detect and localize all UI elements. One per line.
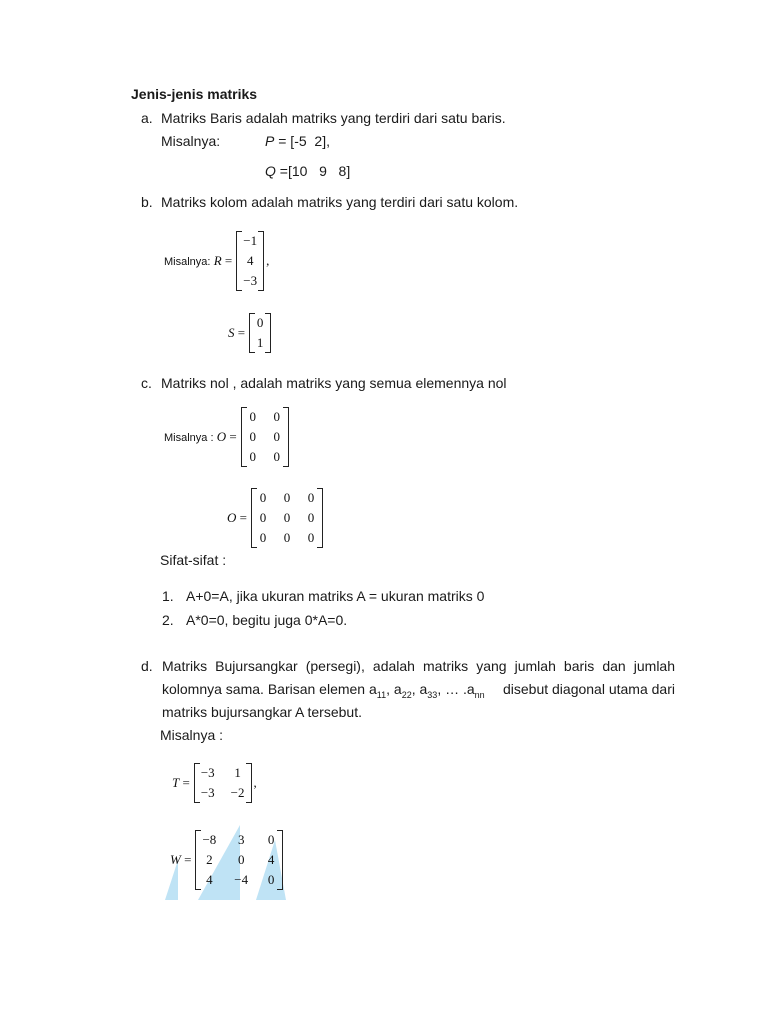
- matrix-r: Misalnya: R = −1 4 −3 ,: [164, 231, 269, 291]
- matrix-r-cell: −3: [243, 273, 258, 288]
- matrix-w-cell: 2: [206, 852, 213, 867]
- ellipsis: , … .a: [437, 681, 475, 697]
- item-d-line-2: [162, 681, 675, 700]
- matrix-w-cell: 0: [237, 852, 245, 867]
- matrix-o2-cell: 0: [283, 530, 291, 545]
- subscript-nn: nn: [474, 689, 485, 700]
- matrix-w-cell: 0: [267, 872, 275, 887]
- matrix-o2-cell: 0: [307, 490, 315, 505]
- matrix-o2-cell: 0: [307, 530, 315, 545]
- matrix-w-cell: 3: [237, 832, 245, 847]
- item-c-marker: c.: [141, 375, 152, 391]
- matrix-t-cell: −3: [200, 785, 215, 800]
- subscript-11: 11: [376, 689, 387, 700]
- matrix-o1-cell: 0: [249, 409, 257, 424]
- matrix-w-cell: −4: [234, 872, 249, 887]
- property-1-text: A+0=A, jika ukuran matriks A = ukuran matriks 0: [186, 588, 485, 604]
- matrix-t-cell: 1: [234, 765, 241, 780]
- matrix-w: W = −8 3 0 2 0 4 4 −4 0: [170, 830, 283, 890]
- matrix-o1-cell: 0: [249, 429, 257, 444]
- matrix-o2-cell: 0: [259, 530, 267, 545]
- property-2-number: 2.: [162, 612, 174, 628]
- matrix-o1-example-label: Misalnya :: [164, 432, 214, 444]
- matrix-r-cell: 4: [246, 253, 254, 268]
- item-c-text: Matriks nol , adalah matriks yang semua elemennya nol: [161, 375, 507, 391]
- matrix-o1-cell: 0: [249, 449, 257, 464]
- subscript-33: 33: [427, 689, 438, 700]
- matrix-o1-cell: 0: [273, 409, 281, 424]
- item-b-text: Matriks kolom adalah matriks yang terdiri dari satu kolom.: [161, 194, 519, 210]
- matrix-o2-cell: 0: [307, 510, 315, 525]
- item-a-text: Matriks Baris adalah matriks yang terdiri dari satu baris.: [161, 110, 506, 126]
- item-d-example-label: Misalnya :: [160, 727, 224, 743]
- item-b-marker: b.: [141, 194, 153, 210]
- matrix-o1-cell: 0: [273, 429, 281, 444]
- matrix-r-example-label: Misalnya:: [164, 256, 211, 268]
- matrix-o1-var: O: [216, 429, 227, 444]
- matrix-o2-cell: 0: [259, 490, 267, 505]
- item-d-line-1: Matriks Bujursangkar (persegi), adalah matriks yang jumlah baris dan jumlah: [162, 658, 675, 674]
- matrix-o2-cell: 0: [259, 510, 267, 525]
- matrix-t-cell: −2: [230, 785, 245, 800]
- matrix-q-expression: [265, 163, 350, 179]
- matrix-s-cell: 0: [256, 315, 264, 330]
- properties-label: Sifat-sifat :: [160, 552, 227, 568]
- matrix-r-cell: −1: [243, 233, 258, 248]
- matrix-o-3x3: O = 0 0 0 0 0 0 0 0 0: [227, 488, 323, 548]
- matrix-w-cell: −8: [202, 832, 217, 847]
- matrix-p-values: = [-5 2],: [274, 133, 330, 149]
- matrix-p-expression: [265, 133, 330, 149]
- item-d-line-3: matriks bujursangkar A tersebut.: [162, 704, 362, 720]
- separator-2: , a: [411, 681, 428, 697]
- matrix-o2-cell: 0: [283, 490, 291, 505]
- item-d-line-2-pre: kolomnya sama. Barisan elemen a: [162, 681, 377, 697]
- item-d-marker: d.: [141, 658, 153, 674]
- matrix-w-cell: 4: [206, 872, 213, 887]
- matrix-s-cell: 1: [256, 335, 264, 350]
- item-a-marker: a.: [141, 110, 153, 126]
- property-2-text: A*0=0, begitu juga 0*A=0.: [186, 612, 348, 628]
- matrix-p-var: P: [265, 133, 275, 149]
- matrix-w-cell: 4: [267, 852, 275, 867]
- matrix-s-var: S: [228, 325, 235, 340]
- matrix-o1-cell: 0: [273, 449, 281, 464]
- matrix-w-var: W: [170, 852, 181, 867]
- matrix-w-cell: 0: [267, 832, 275, 847]
- matrix-r-var: R: [213, 253, 222, 268]
- matrix-o2-var: O: [227, 510, 237, 525]
- item-d-line-2-post: disebut diagonal utama dari: [502, 681, 675, 697]
- separator-1: , a: [386, 681, 402, 697]
- item-a-example-label: Misalnya:: [161, 133, 221, 149]
- matrix-s: S = 0 1: [228, 313, 271, 353]
- matrix-o-3x2: Misalnya : O = 0 0 0 0 0 0: [164, 407, 289, 467]
- page-title: Jenis-jenis matriks: [131, 86, 258, 102]
- subscript-22: 22: [401, 689, 412, 700]
- property-1-number: 1.: [162, 588, 174, 604]
- matrix-q-var: Q: [265, 163, 276, 179]
- matrix-q-values: =[10 9 8]: [275, 163, 351, 179]
- matrix-o2-cell: 0: [283, 510, 291, 525]
- matrix-t: T = −3 1 −3 −2 ,: [172, 763, 257, 803]
- matrix-t-cell: −3: [200, 765, 215, 780]
- matrix-t-var: T: [172, 775, 180, 790]
